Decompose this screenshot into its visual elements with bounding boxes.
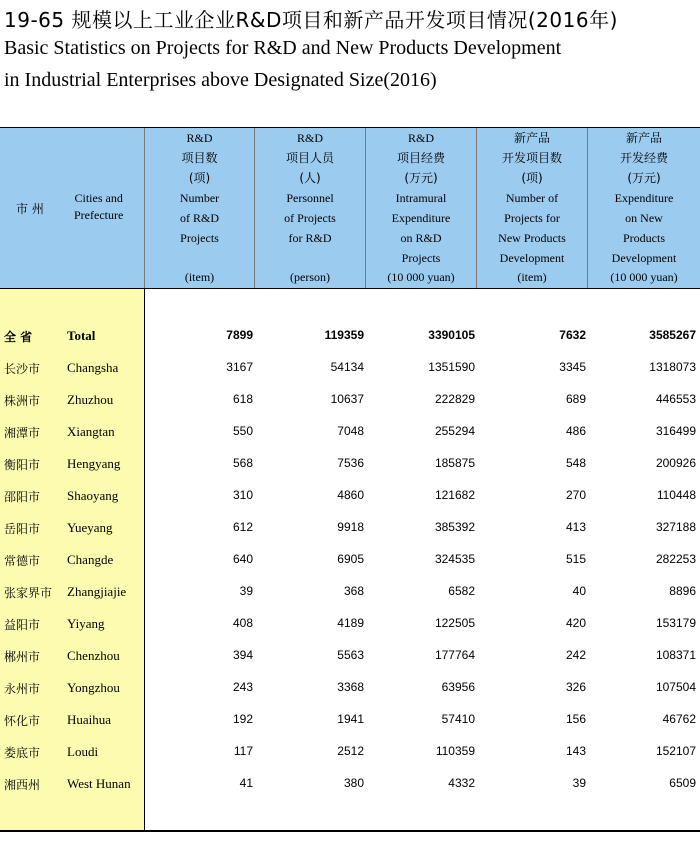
row-value-col1: 640 <box>232 552 253 566</box>
row-value-col2: 368 <box>343 584 364 598</box>
header-column-4-line: 开发项目数 <box>501 151 562 165</box>
table-row <box>0 584 700 604</box>
row-city-en: Shaoyang <box>67 488 119 503</box>
row-value-col3: 63956 <box>441 680 475 694</box>
row-value-col2: 7536 <box>337 456 364 470</box>
header-column-1-line: 项目数 <box>181 151 218 165</box>
header-column-3 <box>366 128 477 288</box>
table-title-english-line1: Basic Statistics on Projects for R&D and New Products Development <box>4 37 562 59</box>
header-column-2-line: (人) <box>299 171 321 185</box>
table-row <box>0 680 700 700</box>
row-city-en: Loudi <box>67 744 99 759</box>
row-city-cn: 娄底市 <box>4 746 41 760</box>
row-value-col4: 7632 <box>559 328 586 342</box>
row-value-col4: 486 <box>565 424 586 438</box>
row-value-col5: 8896 <box>669 584 696 598</box>
table-row <box>0 712 700 732</box>
row-value-col3: 177764 <box>434 648 475 662</box>
row-value-col4: 270 <box>565 488 586 502</box>
row-value-col1: 394 <box>232 648 253 662</box>
header-column-4-line: Number of <box>505 191 559 205</box>
header-column-5 <box>588 128 700 288</box>
row-value-col1: 243 <box>232 680 253 694</box>
header-city-column <box>0 128 145 288</box>
header-column-1-unit: (item) <box>184 270 215 284</box>
row-value-col2: 119359 <box>324 328 364 342</box>
row-city-cn: 张家界市 <box>4 586 53 600</box>
header-column-1-line: R&D <box>186 131 213 145</box>
header-column-1-line: Projects <box>180 231 219 245</box>
header-column-5-line: (万元) <box>627 171 661 185</box>
header-city-cn: 市 州 <box>16 202 44 216</box>
row-value-col3: 185875 <box>434 456 475 470</box>
row-value-col2: 380 <box>343 776 364 790</box>
row-city-en: Zhangjiajie <box>67 584 127 599</box>
row-city-cn: 湘潭市 <box>4 426 41 440</box>
header-column-4-line: New Products <box>498 231 566 245</box>
row-value-col5: 446553 <box>655 392 696 406</box>
row-value-col3: 3390105 <box>428 328 475 342</box>
header-column-3-line: Intramural <box>395 191 447 205</box>
header-column-2-line: for R&D <box>288 231 332 245</box>
header-column-3-line: Projects <box>401 251 441 265</box>
row-value-col5: 6509 <box>669 776 696 790</box>
header-column-5-line: Expenditure <box>614 191 674 205</box>
row-value-col5: 46762 <box>662 712 696 726</box>
row-value-col5: 3585267 <box>649 328 696 342</box>
header-column-5-line: Development <box>611 251 677 265</box>
table-row <box>0 488 700 508</box>
header-column-4 <box>477 128 588 288</box>
row-value-col3: 4332 <box>448 776 475 790</box>
header-column-3-line: 项目经费 <box>396 151 445 165</box>
row-value-col5: 1318073 <box>649 360 696 374</box>
table-bottom-rule <box>0 830 700 832</box>
row-value-col2: 10637 <box>330 392 364 406</box>
row-city-cn: 益阳市 <box>4 618 41 632</box>
header-column-4-line: 新产品 <box>513 131 550 145</box>
header-column-2-line: R&D <box>296 131 323 145</box>
row-value-col3: 121682 <box>434 488 475 502</box>
row-city-en: Huaihua <box>67 712 112 727</box>
header-column-3-line: on R&D <box>400 231 442 245</box>
row-value-col5: 153179 <box>655 616 696 630</box>
row-value-col4: 515 <box>565 552 586 566</box>
row-city-en: Changsha <box>67 360 119 375</box>
row-value-col3: 6582 <box>448 584 475 598</box>
row-value-col5: 152107 <box>655 744 696 758</box>
header-column-5-unit: (10 000 yuan) <box>610 270 678 284</box>
row-value-col1: 612 <box>232 520 253 534</box>
row-value-col1: 550 <box>232 424 253 438</box>
row-value-col2: 9918 <box>337 520 364 534</box>
row-value-col2: 54134 <box>330 360 364 374</box>
row-value-col2: 3368 <box>337 680 364 694</box>
row-city-en: Chenzhou <box>67 648 120 663</box>
header-column-4-line: Development <box>499 251 565 265</box>
header-city-en-line1: Cities and <box>74 191 123 205</box>
table-row <box>0 456 700 476</box>
row-city-en: Xiangtan <box>67 424 115 439</box>
table-title-english-line2: in Industrial Enterprises above Designated Size(2016) <box>4 69 437 91</box>
header-column-3-line: R&D <box>407 131 434 145</box>
row-value-col3: 255294 <box>434 424 475 438</box>
row-value-col3: 110359 <box>435 744 475 758</box>
table-header <box>0 128 700 288</box>
row-value-col5: 107504 <box>655 680 696 694</box>
row-value-col1: 408 <box>232 616 253 630</box>
row-value-col3: 324535 <box>434 552 475 566</box>
row-value-col3: 57410 <box>441 712 475 726</box>
row-city-en: Yiyang <box>67 616 105 631</box>
row-value-col2: 4189 <box>337 616 364 630</box>
row-city-cn: 湘西州 <box>4 778 41 792</box>
header-column-2-unit: (person) <box>290 270 330 284</box>
header-column-2-line: of Projects <box>284 211 336 225</box>
table-row <box>0 744 700 764</box>
header-column-1-line: of R&D <box>180 211 219 225</box>
row-city-en: Total <box>67 328 96 343</box>
row-city-en: Zhuzhou <box>67 392 114 407</box>
table-row <box>0 648 700 668</box>
row-value-col2: 6905 <box>337 552 364 566</box>
header-column-4-line: Projects for <box>504 211 560 225</box>
table-row-total <box>0 328 700 348</box>
row-value-col1: 310 <box>232 488 253 502</box>
row-value-col3: 122505 <box>434 616 475 630</box>
row-value-col5: 282253 <box>655 552 696 566</box>
table-row <box>0 520 700 540</box>
row-value-col1: 117 <box>233 744 253 758</box>
row-value-col5: 316499 <box>655 424 696 438</box>
row-value-col5: 200926 <box>655 456 696 470</box>
row-city-en: Changde <box>67 552 114 567</box>
row-value-col4: 156 <box>565 712 586 726</box>
header-column-4-unit: (item) <box>517 270 547 284</box>
header-city-en <box>74 190 123 224</box>
table-row <box>0 360 700 380</box>
row-value-col4: 242 <box>565 648 586 662</box>
row-city-cn: 岳阳市 <box>4 522 41 536</box>
row-city-en: West Hunan <box>67 776 131 791</box>
table-title-chinese: 19-65 规模以上工业企业R&D项目和新产品开发项目情况(2016年) <box>4 8 618 32</box>
row-value-col2: 5563 <box>337 648 364 662</box>
header-column-5-line: on New <box>625 211 663 225</box>
header-column-2-line: Personnel <box>286 191 334 205</box>
row-value-col4: 326 <box>565 680 586 694</box>
row-city-cn: 全 省 <box>4 330 33 344</box>
row-value-col1: 192 <box>232 712 253 726</box>
table-row <box>0 616 700 636</box>
row-value-col1: 618 <box>232 392 253 406</box>
header-column-2 <box>255 128 366 288</box>
row-value-col1: 7899 <box>226 328 253 342</box>
row-value-col5: 108371 <box>655 648 696 662</box>
header-column-1-line: Number <box>179 191 220 205</box>
header-column-1 <box>145 128 255 288</box>
row-city-cn: 长沙市 <box>4 362 41 376</box>
row-city-cn: 株洲市 <box>4 394 41 408</box>
row-value-col2: 1941 <box>337 712 364 726</box>
row-value-col3: 1351590 <box>428 360 475 374</box>
row-value-col4: 413 <box>565 520 586 534</box>
row-city-cn: 常德市 <box>4 554 41 568</box>
row-value-col1: 568 <box>232 456 253 470</box>
row-value-col4: 548 <box>565 456 586 470</box>
row-city-en: Yueyang <box>67 520 113 535</box>
header-column-1-line: (项) <box>188 171 211 185</box>
header-column-3-unit: (10 000 yuan) <box>387 270 455 284</box>
header-column-5-line: 新产品 <box>625 131 662 145</box>
row-value-col1: 39 <box>239 584 253 598</box>
row-value-col4: 143 <box>565 744 586 758</box>
table-body <box>0 289 700 831</box>
row-value-col5: 327188 <box>655 520 696 534</box>
row-value-col2: 7048 <box>337 424 364 438</box>
row-value-col2: 2512 <box>337 744 364 758</box>
header-column-2-line: 项目人员 <box>285 151 334 165</box>
table-row <box>0 776 700 796</box>
header-column-5-line: Products <box>623 231 665 245</box>
table-row <box>0 552 700 572</box>
row-value-col1: 3167 <box>226 360 253 374</box>
row-value-col1: 41 <box>239 776 253 790</box>
table-row <box>0 424 700 444</box>
row-value-col4: 420 <box>565 616 586 630</box>
row-value-col4: 3345 <box>559 360 586 374</box>
row-value-col2: 4860 <box>337 488 364 502</box>
row-city-en: Yongzhou <box>67 680 120 695</box>
header-column-5-line: 开发经费 <box>619 151 668 165</box>
row-city-cn: 衡阳市 <box>4 458 41 472</box>
row-value-col3: 385392 <box>434 520 475 534</box>
table-row <box>0 392 700 412</box>
row-city-en: Hengyang <box>67 456 121 471</box>
row-city-cn: 邵阳市 <box>4 490 41 504</box>
row-value-col3: 222829 <box>434 392 475 406</box>
row-value-col4: 689 <box>565 392 586 406</box>
row-city-cn: 郴州市 <box>4 650 41 664</box>
row-value-col4: 39 <box>572 776 586 790</box>
row-city-cn: 怀化市 <box>4 714 41 728</box>
row-city-cn: 永州市 <box>4 682 41 696</box>
row-value-col4: 40 <box>572 584 586 598</box>
header-column-3-line: Expenditure <box>391 211 451 225</box>
header-city-en-line2: Prefecture <box>74 208 124 222</box>
header-column-4-line: (项) <box>521 171 543 185</box>
row-value-col5: 110448 <box>656 488 696 502</box>
header-column-3-line: (万元) <box>404 171 438 185</box>
